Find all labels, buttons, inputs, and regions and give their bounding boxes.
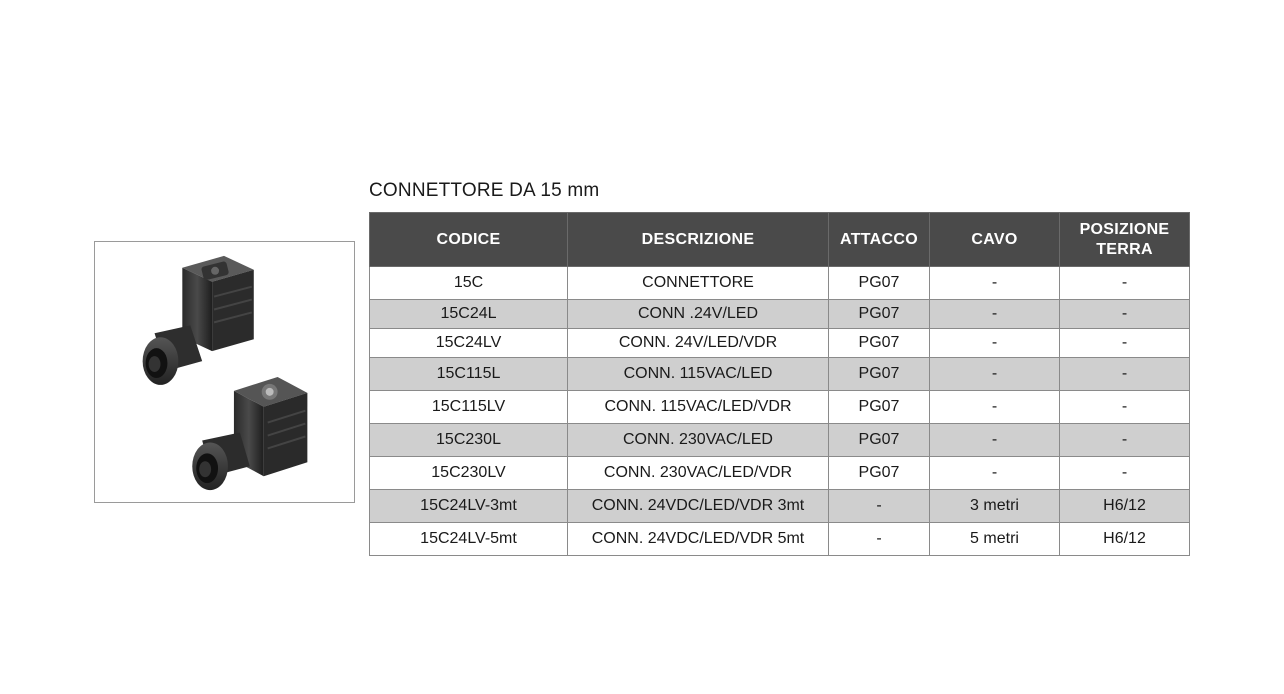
cell-posizione-terra: - — [1060, 267, 1190, 300]
cell-attacco: PG07 — [829, 391, 930, 424]
table-row — [370, 424, 1190, 457]
table-row — [370, 490, 1190, 523]
header-posizione-terra: POSIZIONE TERRA — [1060, 213, 1190, 267]
cell-descrizione: CONN .24V/LED — [568, 300, 829, 329]
header-descrizione: DESCRIZIONE — [568, 213, 829, 267]
header-codice: CODICE — [370, 213, 568, 267]
cell-cavo: - — [930, 300, 1060, 329]
cell-codice: 15C — [370, 267, 568, 300]
cell-codice: 15C24LV-5mt — [370, 523, 568, 556]
cell-attacco: PG07 — [829, 424, 930, 457]
cell-posizione-terra: - — [1060, 300, 1190, 329]
cell-codice: 15C230LV — [370, 457, 568, 490]
table-row — [370, 329, 1190, 358]
cell-posizione-terra: - — [1060, 457, 1190, 490]
cell-cavo: - — [930, 457, 1060, 490]
cell-cavo: - — [930, 391, 1060, 424]
cell-attacco: - — [829, 490, 930, 523]
cell-cavo: - — [930, 329, 1060, 358]
cell-codice: 15C24LV — [370, 329, 568, 358]
cell-posizione-terra: - — [1060, 424, 1190, 457]
cell-descrizione: CONN. 115VAC/LED — [568, 358, 829, 391]
cell-posizione-terra: H6/12 — [1060, 490, 1190, 523]
cell-attacco: PG07 — [829, 329, 930, 358]
cell-attacco: - — [829, 523, 930, 556]
cell-posizione-terra: - — [1060, 391, 1190, 424]
cell-attacco: PG07 — [829, 457, 930, 490]
cell-descrizione: CONN. 24V/LED/VDR — [568, 329, 829, 358]
product-table — [369, 212, 1190, 556]
cell-attacco: PG07 — [829, 300, 930, 329]
cell-posizione-terra: H6/12 — [1060, 523, 1190, 556]
connector-2 — [192, 377, 307, 490]
header-cavo: CAVO — [930, 213, 1060, 267]
cell-descrizione: CONN. 115VAC/LED/VDR — [568, 391, 829, 424]
table-row — [370, 457, 1190, 490]
connector-illustration — [95, 242, 354, 502]
cell-posizione-terra: - — [1060, 358, 1190, 391]
cell-descrizione: CONN. 230VAC/LED/VDR — [568, 457, 829, 490]
cell-cavo: - — [930, 424, 1060, 457]
product-image — [94, 241, 355, 503]
cell-attacco: PG07 — [829, 267, 930, 300]
cell-cavo: 5 metri — [930, 523, 1060, 556]
cell-cavo: - — [930, 358, 1060, 391]
connector-1 — [143, 256, 254, 385]
table-row — [370, 358, 1190, 391]
cell-cavo: - — [930, 267, 1060, 300]
cell-codice: 15C115LV — [370, 391, 568, 424]
cell-attacco: PG07 — [829, 358, 930, 391]
table-header-row — [370, 213, 1190, 267]
cell-codice: 15C115L — [370, 358, 568, 391]
table-row — [370, 300, 1190, 329]
table-row — [370, 391, 1190, 424]
cell-posizione-terra: - — [1060, 329, 1190, 358]
cell-descrizione: CONNETTORE — [568, 267, 829, 300]
cell-descrizione: CONN. 24VDC/LED/VDR 3mt — [568, 490, 829, 523]
header-attacco: ATTACCO — [829, 213, 930, 267]
cell-codice: 15C230L — [370, 424, 568, 457]
section-title: CONNETTORE DA 15 mm — [369, 180, 600, 201]
cell-codice: 15C24L — [370, 300, 568, 329]
cell-descrizione: CONN. 24VDC/LED/VDR 5mt — [568, 523, 829, 556]
cell-codice: 15C24LV-3mt — [370, 490, 568, 523]
cell-descrizione: CONN. 230VAC/LED — [568, 424, 829, 457]
table-row — [370, 523, 1190, 556]
cell-cavo: 3 metri — [930, 490, 1060, 523]
table-row — [370, 267, 1190, 300]
